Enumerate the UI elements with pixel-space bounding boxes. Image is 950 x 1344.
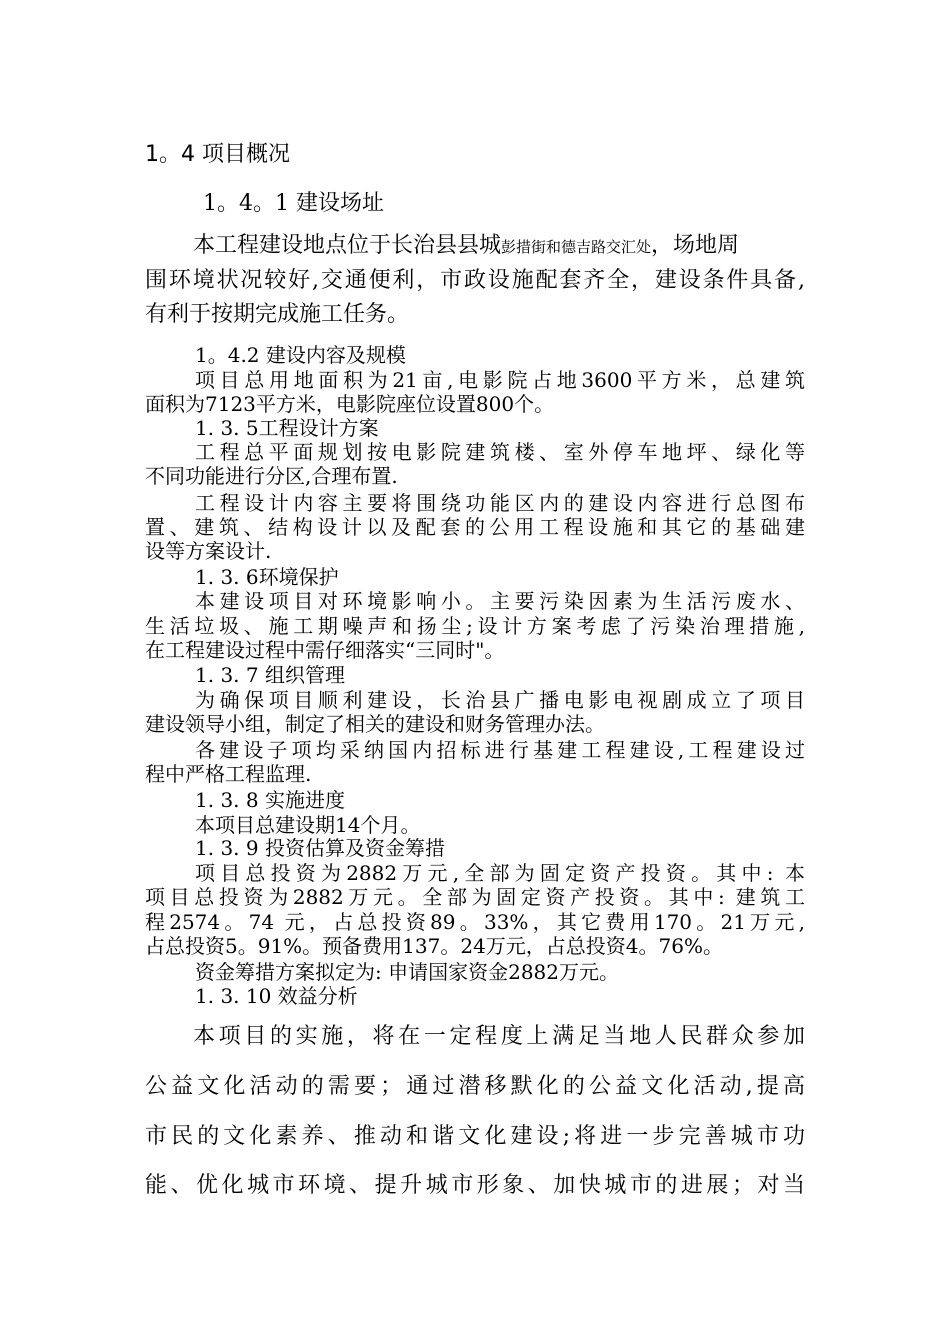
paragraph-line: 项目总投资为2882万元,全部为固定资产投资。其中: 本 (195, 861, 805, 885)
paragraph-line: 项目总用地面积为21亩,电影院占地3600平方米，总建筑 (195, 368, 805, 392)
paragraph-line: 本项目总建设期14个月。 (195, 813, 421, 837)
paragraph-line: 占总投资5。91%。预备费用137。24万元，占总投资4。76%。 (145, 934, 723, 958)
paragraph-line: 建设领导小组，制定了相关的建设和财务管理办法。 (145, 712, 605, 736)
paragraph-line: 在工程建设过程中需仔细落实“三同时"。 (145, 638, 505, 662)
paragraph-line: 本项目的实施，将在一定程度上满足当地人民群众参加 (193, 1024, 805, 1049)
text-run-small: 彭措街和德吉路交汇处 (501, 238, 652, 256)
paragraph-line: 本建设项目对环境影响小。主要污染因素为生活污废水、 (195, 589, 805, 613)
paragraph-line: 工程设计内容主要将围绕功能区内的建设内容进行总图布 (195, 491, 805, 515)
paragraph-line: 设等方案设计. (145, 539, 272, 563)
paragraph-line: 公益文化活动的需要；通过潜移默化的公益文化活动,提高 (145, 1074, 805, 1099)
paragraph-line (193, 228, 739, 259)
paragraph-line: 面积为7123平方米，电影院座位设置800个。 (145, 392, 555, 416)
paragraph-line: 生活垃圾、施工期噪声和扬尘;设计方案考虑了污染治理措施, (145, 614, 805, 638)
heading-1-3-9: 1. 3. 9 投资估算及资金筹措 (195, 836, 445, 860)
heading-1-3-6: 1. 3. 6环境保护 (195, 565, 339, 589)
section-title: 1。4 项目概况 (145, 142, 290, 167)
paragraph-line: 不同功能进行分区,合理布置. (145, 464, 398, 488)
paragraph-line: 程2574。74 元，占总投资89。33%，其它费用170。21万元, (145, 910, 805, 934)
text-run: 本工程建设地点位于长治县县城 (193, 233, 502, 258)
paragraph-line: 程中严格工程监理. (145, 762, 312, 786)
paragraph-line: 有利于按期完成施工任务。 (145, 302, 410, 327)
heading-1-3-5: 1. 3. 5工程设计方案 (195, 416, 379, 440)
paragraph-line: 能、优化城市环境、提升城市形象、加快城市的进展；对当 (145, 1173, 805, 1198)
text-run: ，场地周 (651, 233, 740, 258)
paragraph-line: 围环境状况较好,交通便利，市政设施配套齐全，建设条件具备, (145, 268, 805, 293)
paragraph-line: 为确保项目顺利建设，长治县广播电影电视剧成立了项目 (195, 688, 805, 712)
heading-1-3-8: 1. 3. 8 实施进度 (195, 788, 345, 812)
paragraph-line: 市民的文化素养、推动和谐文化建设;将进一步完善城市功 (145, 1124, 805, 1149)
heading-1-4-1: 1。4。1 建设场址 (203, 191, 384, 216)
paragraph-line: 各建设子项均采纳国内招标进行基建工程建设,工程建设过 (195, 738, 805, 762)
paragraph-line: 置、建筑、结构设计以及配套的公用工程设施和其它的基础建 (145, 515, 805, 539)
heading-1-3-7: 1. 3. 7 组织管理 (195, 663, 345, 687)
heading-1-4-2: 1。4.2 建设内容及规模 (195, 343, 406, 367)
paragraph-line: 项目总投资为2882万元。全部为固定资产投资。其中: 建筑工 (145, 885, 805, 909)
heading-1-3-10: 1. 3. 10 效益分析 (195, 984, 358, 1008)
paragraph-line: 工程总平面规划按电影院建筑楼、室外停车地坪、绿化等 (195, 440, 805, 464)
paragraph-line: 资金筹措方案拟定为: 申请国家资金2882万元。 (195, 960, 619, 984)
